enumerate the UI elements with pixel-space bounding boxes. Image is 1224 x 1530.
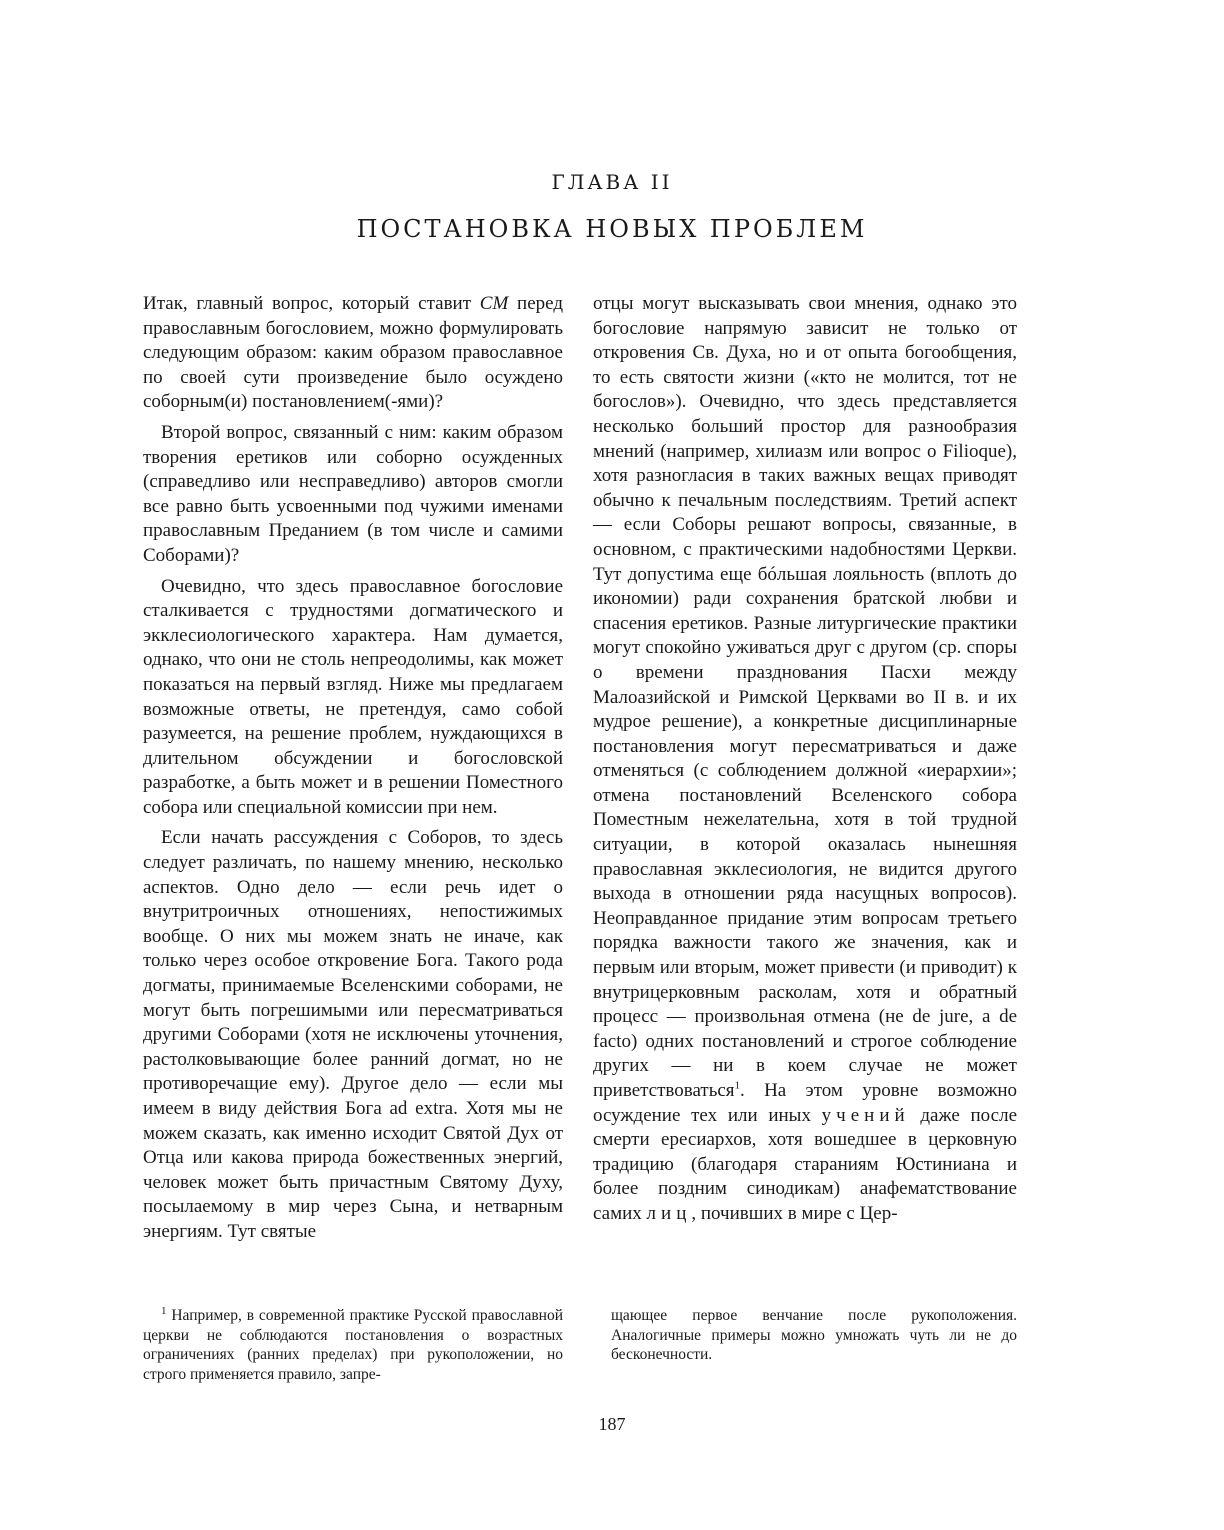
paragraph-5 [593, 292, 1017, 1227]
paragraph-5-text-b: . На этом уровне возможно осуждение тех или иных [593, 1080, 1017, 1126]
paragraph-1-text-b: перед православным богословием, можно формулировать следующим образом: каким образом православное по своей сути произведение было осуждено соборным(и) постановлением(-ями)? [143, 293, 564, 413]
footnote-right [611, 1306, 1017, 1365]
footnote-reference[interactable]: 1 [734, 1079, 741, 1092]
paragraph-3: Очевидно, что здесь православное богословие сталкивается с трудностями догматического и экклесиологического характера. Нам думается, однако, что они не столь непреодолимы, как может показаться на первый взгляд. Ниже мы предлагаем возможные ответы, не претендуя, само собой разумеется, на решение проблем, нуждающихся в длительном обсуждении и богословской разработке, а быть может и в решении Поместного собора или специальной комиссии при нем. [143, 575, 563, 818]
right-column [593, 292, 1017, 1227]
paragraph-2: Второй вопрос, связанный с ним: каким образом творения еретиков или соборно осужденных (справедливо или несправедливо) авторов смогли все равно быть усвоенными под чужими именами православным Преданием (в том числе и самими Соборами)? [143, 421, 563, 566]
paragraph-4: Если начать рассуждения с Соборов, то здесь следует различать, по нашему мнению, несколько аспектов. Одно дело — если речь идет о внутритроичных отношениях, непостижимых вообще. О них мы можем знать не иначе, как только через особое откровение Бога. Такого рода догматы, принимаемые Вселенскими соборами, не могут быть погрешимыми или пересматриваться другими Соборами (хотя не исключены уточнения, растолковывающие более ранний догмат, но не противоречащие ему). Другое дело — если мы имеем в виду действия Бога ad extra. Хотя мы не можем сказать, как именно исходит Святой Дух от Отца или какова природа божественных энергий, человек может быть причастным Святому Духу, посылаемому в мир через Сына, и нетварным энергиям. Тут святые [143, 827, 563, 1242]
paragraph-1-text-a: Итак, главный вопрос, который ставит [143, 293, 480, 314]
footnote-marker: 1 [161, 1304, 167, 1317]
spaced-word-lits: лиц [646, 1202, 692, 1224]
paragraph-5-text-d: , почивших в мире с Цер- [691, 1202, 898, 1224]
footnote-1-text: Например, в современной практике Русской православной церкви не соблюдаются постановления о возрастных ограничениях (ранних пределах) при рукоположении, но строго применяется правило, запре- [143, 1307, 563, 1383]
paragraph-5-text-c: даже после смерти ересиархов, хотя вошедшее в церковную традицию (благодаря стараниям Юстиниана и более поздним синодикам) анафематствование самих [593, 1104, 1017, 1224]
chapter-title: ПОСТАНОВКА НОВЫХ ПРОБЛЕМ [356, 215, 868, 243]
footnote-1 [143, 1306, 563, 1384]
spaced-word-uchenii: учений [821, 1104, 910, 1126]
left-column [143, 292, 563, 1245]
page-number: 187 [598, 1414, 626, 1434]
paragraph-1-emphasis: СМ [479, 293, 509, 314]
paragraph-5-text-a: отцы могут высказывать свои мнения, однако это богословие напрямую зависит не только от откровения Св. Духа, но и от опыта богообщения, то есть святости жизни («кто не молится, тот не богослов»). Очевидно, что здесь представляется несколько больший простор для разнообразия мнений (например, хилиазм или вопрос о Filioque), хотя разногласия в таких важных вещах приводят обычно к печальным последствиям. Третий аспект — если Соборы решают вопросы, связанные, в основном, с практическими надобностями Церкви. Тут допустима еще бóльшая лояльность (вплоть до икономии) ради сохранения братской любви и спасения еретиков. Разные литургические практики могут спокойно уживаться друг с другом (ср. споры о времени празднования Пасхи между Малоазийской и Римской Церквами во II в. и их мудрое решение), а конкретные дисциплинарные постановления могут пересматриваться и даже отменяться (с соблюдением должной «иерархии»; отмена постановлений Вселенского собора Поместным нежелательна, хотя в той трудной ситуации, в которой оказалась нынешняя православная экклесиология, не видится другого выхода в отношении ряда насущных вопросов). Неоправданное придание этим вопросам третьего порядка важности такого же значения, как и первым или вторым, может привести (и приводит) к внутрицерковным расколам, хотя и обратный процесс — произвольная отмена (не de jure, а de facto) одних постановлений и строгое соблюдение других — ни в коем случае не может приветствоваться [593, 293, 1017, 1101]
paragraph-1 [143, 292, 563, 415]
footnote-left [143, 1306, 563, 1384]
footnote-1-continued: щающее первое венчание после рукоположения. Аналогичные примеры можно умножать чуть ли не до бесконечности. [611, 1307, 1017, 1363]
chapter-label: ГЛАВА II [551, 170, 673, 194]
